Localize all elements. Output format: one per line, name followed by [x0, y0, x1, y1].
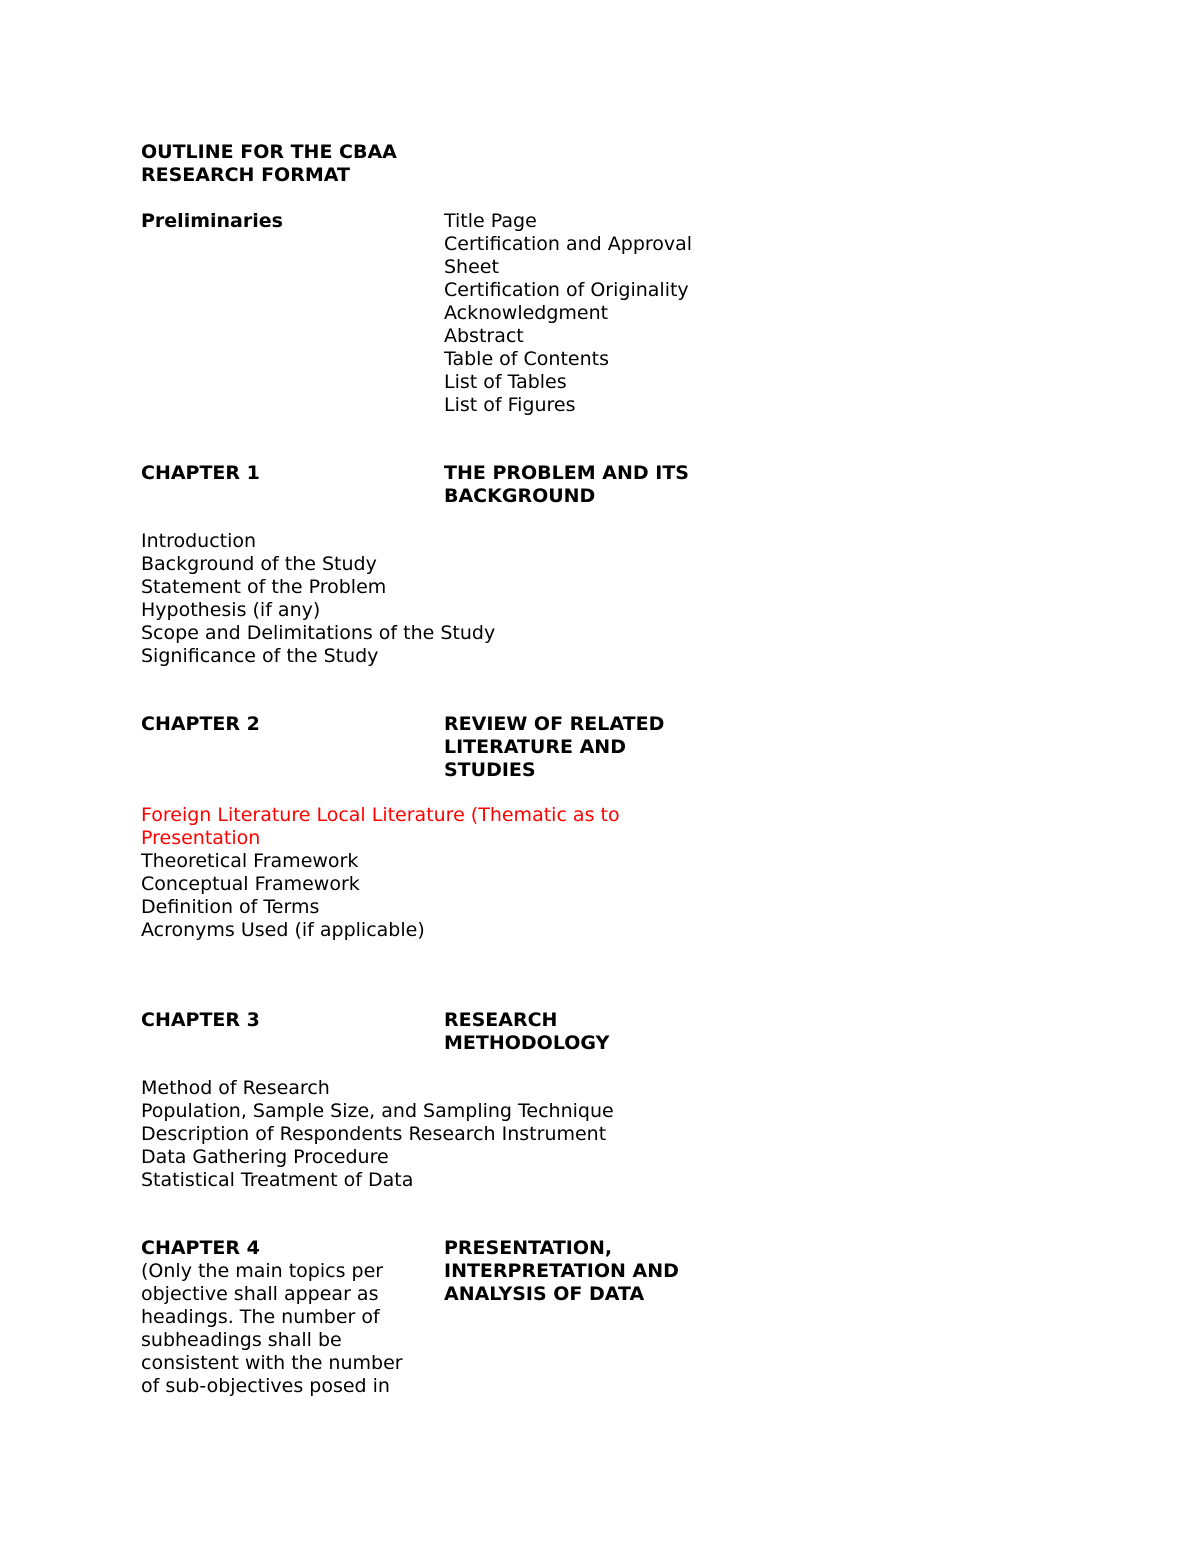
chapter-3-list	[141, 1077, 761, 1192]
chapter-3-item: Statistical Treatment of Data	[141, 1169, 414, 1191]
preliminaries-section	[141, 210, 761, 417]
chapter-4-title-line: ANALYSIS OF DATA	[444, 1283, 645, 1305]
chapter-4-note: (Only the main topics per objective shall appear as headings. The number of subheadings shall be consistent with the number of sub-objectives posed in	[141, 1260, 403, 1397]
chapter-2-item: Definition of Terms	[141, 896, 320, 918]
chapter-2-title-line: LITERATURE AND	[444, 736, 626, 758]
chapter-4-header	[141, 1237, 761, 1398]
preliminaries-item: Certification and Approval Sheet	[444, 233, 693, 278]
chapter-1-item: Significance of the Study	[141, 645, 379, 667]
title-line-1: OUTLINE FOR THE CBAA	[141, 141, 397, 163]
chapter-1-list	[141, 530, 761, 668]
preliminaries-item: Table of Contents	[444, 348, 609, 370]
chapter-4-title-line: INTERPRETATION AND	[444, 1260, 679, 1282]
chapter-1-item: Introduction	[141, 530, 257, 552]
chapter-2-item: Acronyms Used (if applicable)	[141, 919, 425, 941]
chapter-3-item: Data Gathering Procedure	[141, 1146, 389, 1168]
chapter-2-title-line: STUDIES	[444, 759, 536, 781]
preliminaries-item: List of Figures	[444, 394, 576, 416]
preliminaries-item: Abstract	[444, 325, 524, 347]
chapter-2-item: Theoretical Framework	[141, 850, 359, 872]
chapter-1-title-line: BACKGROUND	[444, 485, 596, 507]
document-page	[141, 141, 761, 1398]
chapter-2-highlight-line: Foreign Literature Local Literature (Thematic as to	[141, 804, 620, 826]
preliminaries-item: List of Tables	[444, 371, 567, 393]
preliminaries-item: Certification of Originality	[444, 279, 689, 301]
title-line-2: RESEARCH FORMAT	[141, 164, 350, 186]
chapter-1-title-line: THE PROBLEM AND ITS	[444, 462, 689, 484]
preliminaries-item: Title Page	[444, 210, 537, 232]
chapter-3-item: Description of Respondents Research Instrument	[141, 1123, 607, 1145]
chapter-2-highlight-line: Presentation	[141, 827, 261, 849]
preliminaries-item: Acknowledgment	[444, 302, 609, 324]
chapter-3-title-line: RESEARCH	[444, 1009, 558, 1031]
chapter-2-list	[141, 804, 761, 942]
chapter-1-item: Background of the Study	[141, 553, 377, 575]
chapter-1-label: CHAPTER 1	[141, 462, 260, 484]
chapter-2-header	[141, 713, 761, 782]
chapter-1-item: Scope and Delimitations of the Study	[141, 622, 496, 644]
chapter-3-item: Population, Sample Size, and Sampling Technique	[141, 1100, 614, 1122]
document-title	[141, 141, 761, 187]
chapter-2-title-line: REVIEW OF RELATED	[444, 713, 665, 735]
preliminaries-label: Preliminaries	[141, 210, 283, 232]
chapter-2-item: Conceptual Framework	[141, 873, 360, 895]
chapter-3-label: CHAPTER 3	[141, 1009, 260, 1031]
chapter-1-item: Statement of the Problem	[141, 576, 387, 598]
chapter-1-header	[141, 462, 761, 508]
chapter-1-item: Hypothesis (if any)	[141, 599, 321, 621]
chapter-3-header	[141, 1009, 761, 1055]
preliminaries-list	[444, 210, 761, 417]
chapter-4-label: CHAPTER 4	[141, 1237, 260, 1259]
chapter-2-label: CHAPTER 2	[141, 713, 260, 735]
chapter-4-title-line: PRESENTATION,	[444, 1237, 613, 1259]
chapter-3-title-line: METHODOLOGY	[444, 1032, 610, 1054]
chapter-3-item: Method of Research	[141, 1077, 330, 1099]
